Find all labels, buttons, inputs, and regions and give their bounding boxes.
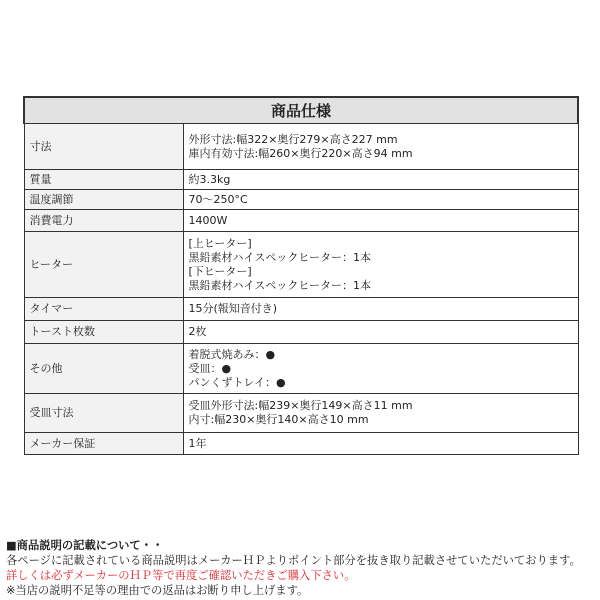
spec-value	[183, 394, 578, 433]
spec-value	[183, 124, 578, 170]
notice-warning: 詳しくは必ずメーカーのＨＰ等で再度ご確認いただきご購入下さい。	[6, 569, 356, 582]
description-notice	[6, 538, 581, 598]
spec-value-line: 15分(報知音付き)	[188, 302, 278, 315]
spec-value-line: 受皿：●	[188, 361, 232, 375]
spec-value-line: 1400W	[188, 213, 228, 227]
spec-row	[24, 170, 578, 190]
spec-label: メーカー保証	[24, 433, 183, 455]
spec-table-title: 商品仕様	[24, 97, 578, 124]
spec-value	[183, 210, 578, 232]
spec-value	[183, 190, 578, 210]
notice-line-3: ※当店の説明不足等の理由での返品はお断り申し上げます。	[6, 584, 309, 597]
spec-value-line: 1年	[188, 436, 207, 450]
spec-value	[183, 170, 578, 190]
spec-value	[183, 321, 578, 344]
spec-label: その他	[24, 344, 183, 394]
spec-value	[183, 232, 578, 298]
spec-value-line: [下ヒーター]	[188, 264, 252, 278]
spec-row	[24, 344, 578, 394]
spec-value-line: 着脱式焼あみ：●	[188, 347, 276, 361]
notice-line-1: 各ページに記載されている商品説明はメーカーＨＰよりポイント部分を抜き取り記載させていただいております。	[6, 554, 581, 567]
spec-value-line: 受皿外形寸法:幅239×奥行149×高さ11 mm	[188, 399, 413, 412]
spec-value-line: 黒鉛素材ハイスペックヒーター：1本	[188, 278, 371, 292]
spec-value-line: 2枚	[188, 325, 207, 338]
spec-row	[24, 124, 578, 170]
spec-value	[183, 433, 578, 455]
spec-value-line: 庫内有効寸法:幅260×奥行220×高さ94 mm	[188, 146, 413, 160]
spec-table	[23, 96, 579, 455]
spec-value-line: 約3.3kg	[188, 172, 231, 186]
spec-row	[24, 394, 578, 433]
spec-value-line: 内寸:幅230×奥行140×高さ10 mm	[188, 413, 369, 426]
spec-label: 受皿寸法	[24, 394, 183, 433]
spec-label: タイマー	[24, 298, 183, 321]
spec-label: トースト枚数	[24, 321, 183, 344]
spec-value-line: パンくずトレイ：●	[188, 375, 286, 389]
spec-row	[24, 298, 578, 321]
spec-value	[183, 344, 578, 394]
spec-label: 質量	[24, 170, 183, 190]
spec-row	[24, 210, 578, 232]
spec-row	[24, 190, 578, 210]
spec-row	[24, 321, 578, 344]
spec-label: 寸法	[24, 124, 183, 170]
spec-label: ヒーター	[24, 232, 183, 298]
spec-row	[24, 433, 578, 455]
notice-title: ■商品説明の記載について・・	[6, 539, 164, 552]
spec-value-line: 黒鉛素材ハイスペックヒーター：1本	[188, 250, 371, 264]
spec-label: 消費電力	[24, 210, 183, 232]
spec-value-line: 70～250°C	[188, 192, 248, 206]
spec-row	[24, 232, 578, 298]
spec-value-line: [上ヒーター]	[188, 236, 252, 250]
spec-label: 温度調節	[24, 190, 183, 210]
spec-value	[183, 298, 578, 321]
spec-value-line: 外形寸法:幅322×奥行279×高さ227 mm	[188, 132, 398, 146]
